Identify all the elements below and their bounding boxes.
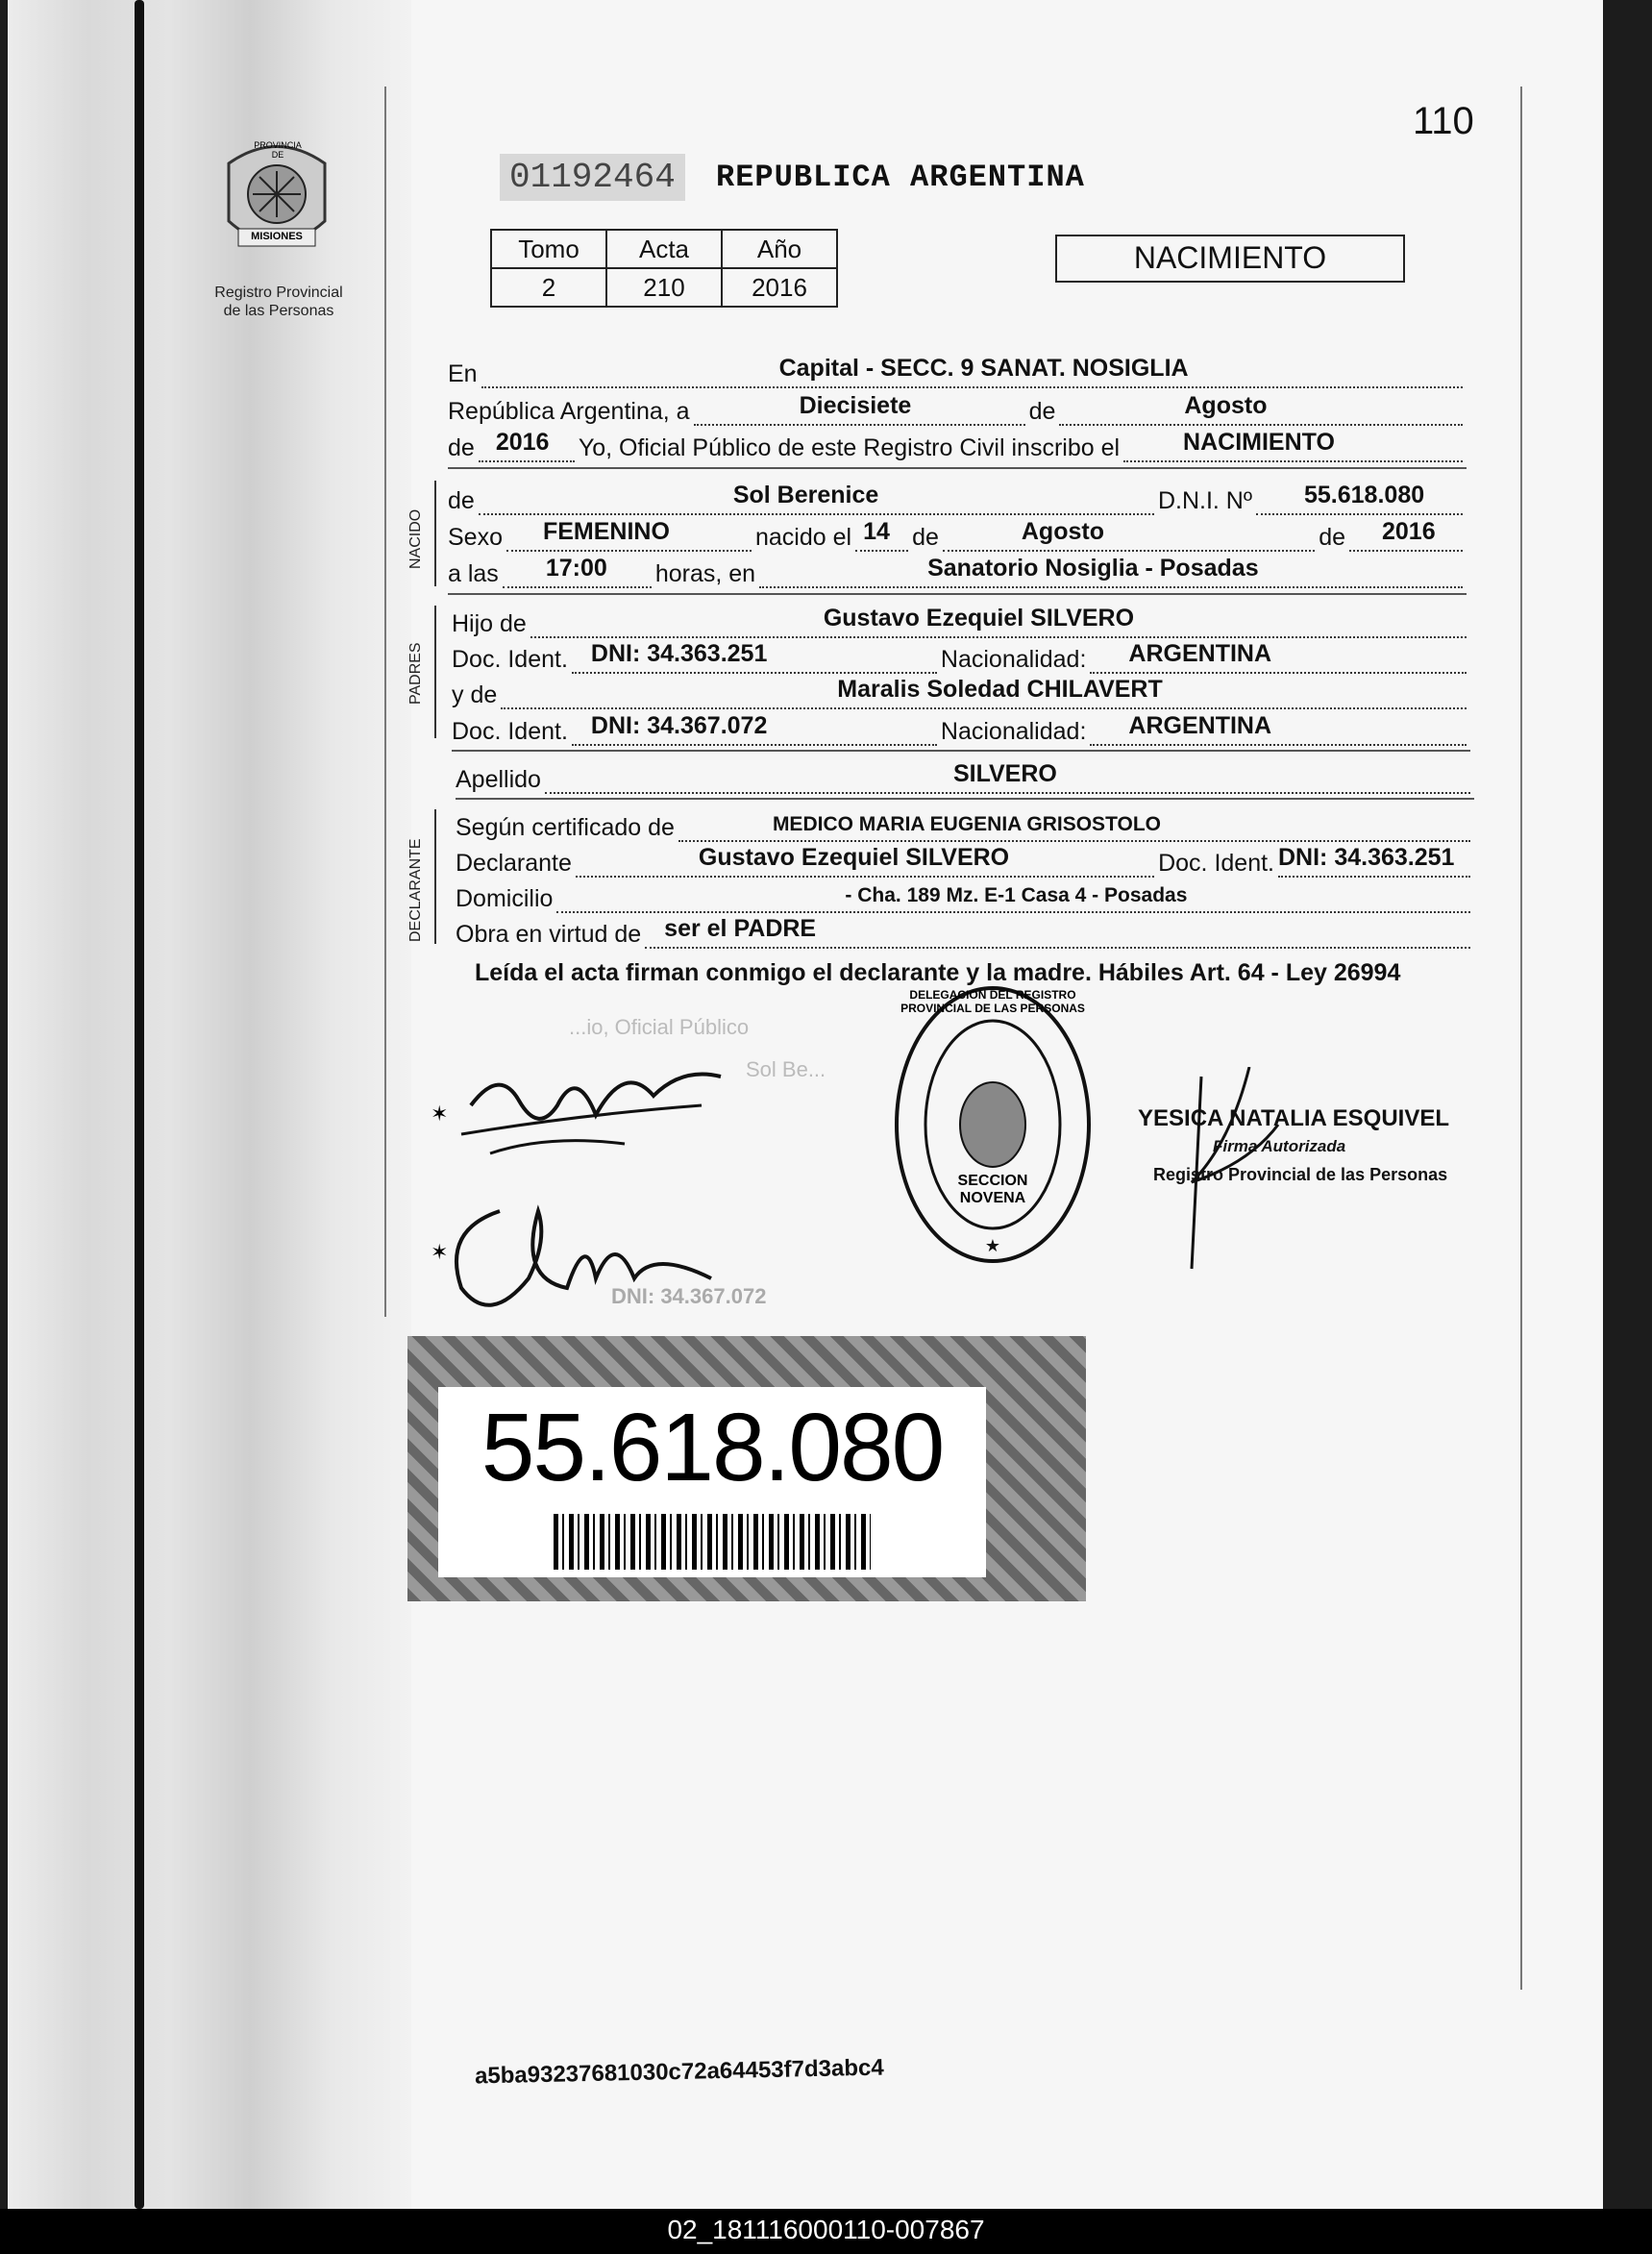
hijo-label: Hijo de <box>452 610 527 637</box>
inscribe-value: NACIMIENTO <box>1183 429 1335 456</box>
ano-value: 2016 <box>722 268 837 307</box>
closing-statement: Leída el acta firman conmigo el declarante y la madre. Hábiles Art. 64 - Ley 26994 <box>475 959 1401 986</box>
decl-label: Declarante <box>456 850 572 877</box>
row-apellido <box>456 761 1474 794</box>
logo-caption <box>187 284 370 320</box>
en-value: Capital - SECC. 9 SANAT. NOSIGLIA <box>778 355 1189 382</box>
birth-month: Agosto <box>1021 518 1104 545</box>
row-year <box>448 430 1467 462</box>
official-org: Registro Provincial de las Personas <box>1153 1165 1448 1184</box>
mother-nat-label: Nacionalidad: <box>940 718 1087 745</box>
row-hora <box>448 556 1467 588</box>
place-line <box>759 555 1463 588</box>
month-line <box>1059 392 1463 426</box>
cert-value: MEDICO MARIA EUGENIA GRISOSTOLO <box>772 813 1162 835</box>
mother-doc-label: Doc. Ident. <box>452 718 568 745</box>
row-father-doc <box>452 641 1470 674</box>
nacido-el-label: nacido el <box>754 524 852 551</box>
father-doc-label: Doc. Ident. <box>452 646 568 673</box>
row-domicilio <box>456 880 1474 913</box>
row-y-de <box>452 677 1470 709</box>
row-obra <box>456 916 1474 949</box>
nacido-section-label: NACIDO <box>407 508 424 569</box>
acta-header: Acta <box>606 230 722 268</box>
seal-inner-text: SECCION NOVENA <box>957 1173 1028 1206</box>
footer-strip <box>0 2209 1652 2254</box>
id-label-inner <box>438 1387 986 1577</box>
year-value: 2016 <box>495 429 550 456</box>
cert-label: Según certificado de <box>456 814 675 841</box>
decl-value: Gustavo Ezequiel SILVERO <box>698 844 1010 871</box>
faded-text-1: ...io, Oficial Público <box>569 1015 750 1039</box>
document-hash: a5ba93237681030c72a64453f7d3abc4 <box>474 2054 884 2090</box>
row-sexo <box>448 519 1467 552</box>
barcode <box>554 1514 871 1570</box>
mother-line <box>501 676 1467 709</box>
signature-marker-1: ✶ <box>431 1102 449 1126</box>
divider-intro <box>448 467 1467 469</box>
signature-marker-2: ✶ <box>431 1240 449 1264</box>
republica-label: República Argentina, a <box>448 398 690 425</box>
father-doc: DNI: 34.363.251 <box>590 640 768 667</box>
child-dni: 55.618.080 <box>1304 482 1425 508</box>
birth-month-line <box>943 518 1315 552</box>
year-line <box>479 429 575 462</box>
binding-shadow <box>8 0 411 2209</box>
sexo-value: FEMENINO <box>542 518 670 545</box>
acta-value: 210 <box>606 268 722 307</box>
birth-year-line <box>1349 518 1463 552</box>
crest-bottom-text: MISIONES <box>251 231 303 242</box>
en-line <box>481 355 1463 388</box>
y-de-label: y de <box>452 681 498 708</box>
margin-line-left <box>384 87 386 1317</box>
mother-signature <box>423 1173 721 1336</box>
nacido-bar <box>434 481 436 586</box>
sexo-label: Sexo <box>448 524 503 551</box>
tomo-header: Tomo <box>491 230 606 268</box>
apellido-value: SILVERO <box>952 760 1057 787</box>
birth-time: 17:00 <box>545 555 607 582</box>
margin-line-right <box>1520 87 1522 1990</box>
apellido-line <box>545 760 1470 794</box>
obra-label: Obra en virtud de <box>456 921 642 948</box>
name-line <box>479 482 1154 515</box>
record-type-box: NACIMIENTO <box>1055 235 1405 283</box>
mother-nat-line <box>1090 712 1467 746</box>
decl-doc-line <box>1278 844 1470 878</box>
decl-doc-label: Doc. Ident. <box>1158 850 1274 877</box>
father-line <box>530 605 1467 638</box>
province-crest-logo <box>210 135 344 269</box>
row-nacido-name <box>448 483 1467 515</box>
serial-number: 01192464 <box>500 154 685 201</box>
obra-value: ser el PADRE <box>664 915 817 942</box>
inscribe-line <box>1123 429 1463 462</box>
mother-name: Maralis Soledad CHILAVERT <box>837 676 1163 703</box>
de-label: de <box>1028 398 1056 425</box>
binding-thread <box>135 0 144 2209</box>
seal-ring-text: DELEGACION DEL REGISTRO PROVINCIAL DE LAS PERSONAS <box>900 988 1085 1015</box>
month-value: Agosto <box>1184 392 1268 419</box>
row-declarante <box>456 845 1474 878</box>
dni-line <box>1256 482 1463 515</box>
dom-value: - Cha. 189 Mz. E-1 Casa 4 - Posadas <box>845 884 1188 906</box>
father-doc-line <box>572 640 937 674</box>
mother-doc: DNI: 34.367.072 <box>590 712 768 739</box>
decl-doc: DNI: 34.363.251 <box>1278 844 1455 871</box>
father-nat: ARGENTINA <box>1128 640 1272 667</box>
birth-day: 14 <box>863 518 890 545</box>
svg-text:★: ★ <box>984 1236 1001 1255</box>
official-name: YESICA NATALIA ESQUIVEL <box>1138 1105 1450 1131</box>
de2-label: de <box>448 434 475 461</box>
row-mother-doc <box>452 713 1470 746</box>
father-nat-label: Nacionalidad: <box>940 646 1087 673</box>
day-line <box>694 392 1025 426</box>
id-label-number: 55.618.080 <box>481 1394 944 1501</box>
nacido-de-label: de <box>448 487 475 514</box>
divider-padres <box>452 750 1470 752</box>
row-republica <box>448 393 1467 426</box>
page-number: 110 <box>1413 100 1474 142</box>
faded-text-3: DNI: 34.367.072 <box>611 1284 767 1308</box>
dni-label: D.N.I. Nº <box>1157 487 1252 514</box>
tomo-acta-ano-table <box>490 229 838 308</box>
divider-nacido <box>448 593 1467 595</box>
apellido-label: Apellido <box>456 766 541 793</box>
official-role: Firma Autorizada <box>1213 1137 1346 1155</box>
decl-line <box>576 844 1154 878</box>
birth-year: 2016 <box>1382 518 1436 545</box>
child-name: Sol Berenice <box>732 482 879 508</box>
declarant-signature <box>432 1048 740 1173</box>
dom-line <box>556 884 1470 913</box>
country-title: REPUBLICA ARGENTINA <box>716 160 1085 195</box>
footer-id: 02_181116000110-007867 <box>667 2215 985 2244</box>
faded-text-2: Sol Be... <box>746 1057 826 1081</box>
logo-caption-line-2: de las Personas <box>223 303 334 319</box>
row-hijo <box>452 606 1470 638</box>
logo-caption-line-1: Registro Provincial <box>214 285 343 301</box>
a-las-label: a las <box>448 560 499 587</box>
yo-text: Yo, Oficial Público de este Registro Civil inscribo el <box>578 434 1121 461</box>
padres-bar <box>434 606 436 738</box>
en-label: En <box>448 360 478 387</box>
divider-apellido <box>456 798 1474 800</box>
birth-place: Sanatorio Nosiglia - Posadas <box>927 555 1259 582</box>
mother-nat: ARGENTINA <box>1128 712 1272 739</box>
declarante-section-label: DECLARANTE <box>407 838 424 942</box>
tomo-value: 2 <box>491 268 606 307</box>
row-certificado <box>456 809 1474 842</box>
cert-line <box>678 813 1470 842</box>
mother-doc-line <box>572 712 937 746</box>
sexo-line <box>506 518 752 552</box>
horas-label: horas, en <box>654 560 756 587</box>
official-seal-stamp <box>892 980 1094 1269</box>
padres-section-label: PADRES <box>407 642 424 705</box>
time-line <box>503 555 652 588</box>
obra-line <box>645 915 1470 949</box>
dom-label: Domicilio <box>456 885 554 912</box>
day-value: Diecisiete <box>799 392 912 419</box>
nacido-de3-label: de <box>1319 524 1345 551</box>
father-nat-line <box>1090 640 1467 674</box>
declarante-bar <box>434 809 436 944</box>
ano-header: Año <box>722 230 837 268</box>
father-name: Gustavo Ezequiel SILVERO <box>823 605 1135 632</box>
birth-day-line <box>855 518 908 552</box>
crest-top-text: PROVINCIA DE <box>254 140 302 160</box>
nacido-de2-label: de <box>912 524 939 551</box>
row-en <box>448 356 1467 388</box>
